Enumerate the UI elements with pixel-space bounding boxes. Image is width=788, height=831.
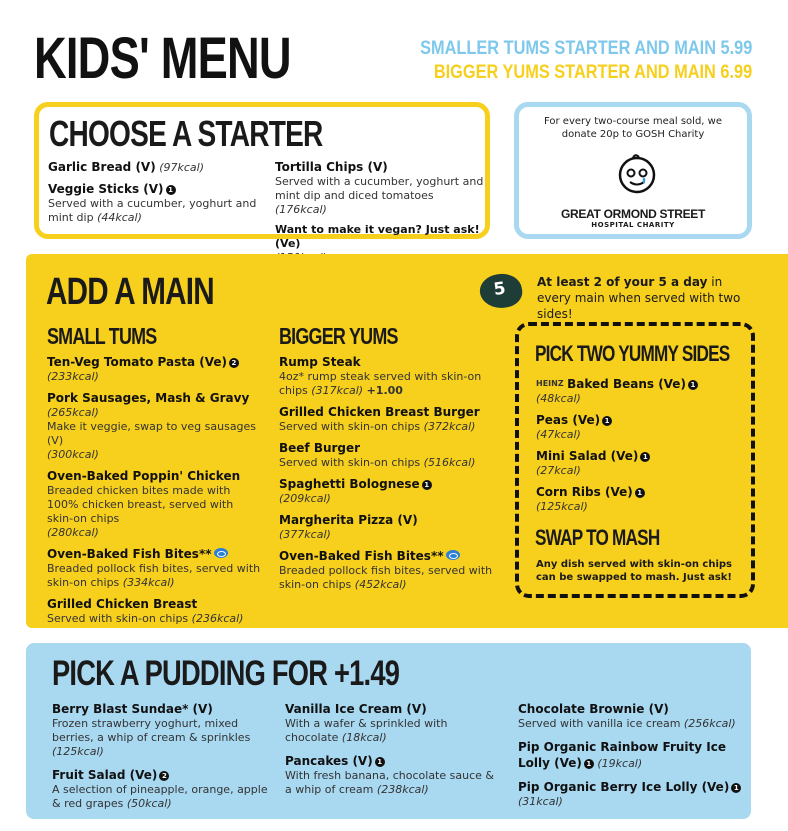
item-kcal: (125kcal) <box>536 500 588 513</box>
item-name: Pork Sausages, Mash & Gravy <box>47 391 250 405</box>
item-kcal: (317kcal) <box>311 384 364 397</box>
list-item <box>285 753 500 797</box>
item-kcal: (238kcal) <box>376 783 429 796</box>
sides-list <box>536 376 746 520</box>
item-kcal: (452kcal) <box>354 578 407 591</box>
item-desc: 4oz* rump steak served with skin-on chips <box>279 370 482 397</box>
main-section <box>26 254 788 628</box>
pudding-column-1 <box>52 701 274 819</box>
item-name: Grilled Chicken Breast Burger <box>279 405 480 419</box>
list-item <box>52 767 274 811</box>
list-item <box>279 354 494 398</box>
item-desc: Served with a cucumber, yoghurt and mint dip <box>48 197 257 224</box>
two-a-day-icon: 2 <box>229 358 239 368</box>
charity-subtitle: HOSPITAL CHARITY <box>591 221 675 229</box>
item-name: Tortilla Chips (V) <box>275 160 388 174</box>
item-desc: With fresh banana, chocolate sauce & a whip of cream <box>285 769 494 796</box>
item-name: Oven-Baked Fish Bites** <box>279 549 444 563</box>
item-name: Ten-Veg Tomato Pasta (Ve) <box>47 355 227 369</box>
list-item <box>279 440 494 470</box>
item-name: Berry Blast Sundae* (V) <box>52 702 213 716</box>
list-item <box>279 476 494 506</box>
item-name: Veggie Sticks (V) <box>48 182 164 196</box>
item-name: Beef Burger <box>279 441 361 455</box>
one-a-day-icon: 1 <box>602 416 612 426</box>
one-a-day-icon: 1 <box>422 480 432 490</box>
list-item <box>536 484 746 514</box>
item-kcal: (50kcal) <box>126 797 172 810</box>
item-kcal: (31kcal) <box>518 795 563 808</box>
item-name: Oven-Baked Poppin' Chicken <box>47 469 241 483</box>
item-kcal: (18kcal) <box>341 731 387 744</box>
sides-section <box>515 322 755 598</box>
heinz-brand-logo: HEINZ <box>536 379 564 388</box>
sides-title: PICK TWO YUMMY SIDES <box>535 341 730 366</box>
list-item <box>285 701 500 745</box>
item-kcal: (97kcal) <box>159 161 205 174</box>
item-kcal: (125kcal) <box>52 745 104 758</box>
item-kcal: (47kcal) <box>536 428 581 441</box>
item-kcal: (27kcal) <box>536 464 581 477</box>
one-a-day-icon: 1 <box>640 452 650 462</box>
item-desc: Served with skin-on chips <box>279 456 421 469</box>
one-a-day-icon: 1 <box>635 488 645 498</box>
list-item <box>536 412 746 442</box>
one-a-day-icon: 1 <box>731 783 741 793</box>
starter-section <box>34 102 490 250</box>
charity-name: GREAT ORMOND STREET <box>560 207 706 221</box>
bigger-yums-title: BIGGER YUMS <box>279 323 398 349</box>
item-name: Peas (Ve) <box>536 413 601 427</box>
list-item <box>48 159 263 175</box>
item-kcal: (44kcal) <box>97 211 142 224</box>
five-a-day-icon <box>478 271 524 311</box>
item-name: Rump Steak <box>279 355 361 369</box>
item-kcal: (516kcal) <box>423 456 476 469</box>
charity-section <box>514 102 752 239</box>
main-title: ADD A MAIN <box>46 271 214 313</box>
two-a-day-icon: 2 <box>159 771 169 781</box>
charity-text: For every two-course meal sold, we donate 20p to GOSH Charity <box>544 116 722 140</box>
five-a-day-rest: in every main when served with two sides! <box>537 275 741 321</box>
item-name: Corn Ribs (Ve) <box>536 485 633 499</box>
fish-icon <box>214 548 228 558</box>
list-item <box>275 159 485 217</box>
price-bigger-yums: BIGGER YUMS STARTER AND MAIN 6.99 <box>433 62 752 83</box>
pudding-title: PICK A PUDDING FOR +1.49 <box>52 654 400 693</box>
small-tums-title: SMALL TUMS <box>47 323 157 349</box>
item-kcal: (48kcal) <box>536 392 581 405</box>
item-kcal: (209kcal) <box>279 492 331 505</box>
five-a-day-bold: At least 2 of your 5 a day <box>537 275 708 289</box>
pudding-section <box>26 643 751 819</box>
item-name: Pip Organic Rainbow Fruity Ice Lolly (Ve) <box>518 740 726 770</box>
item-kcal: (265kcal) <box>47 406 99 419</box>
one-a-day-icon: 1 <box>584 759 594 769</box>
item-price: +1.00 <box>366 384 403 397</box>
pudding-column-3 <box>518 701 743 817</box>
mash-title: SWAP TO MASH <box>535 525 660 550</box>
item-kcal: (176kcal) <box>275 203 327 216</box>
list-item <box>48 181 263 225</box>
mash-text: Any dish served with skin-on chips can be swapped to mash. Just ask! <box>536 559 733 583</box>
item-kcal: (334kcal) <box>122 576 175 589</box>
list-item <box>47 546 262 590</box>
list-item <box>47 390 262 462</box>
list-item <box>47 596 262 626</box>
item-name: Mini Salad (Ve) <box>536 449 639 463</box>
vegan-note-text: Want to make it vegan? Just ask! (Ve) <box>275 223 480 250</box>
item-desc: Breaded chicken bites made with 100% chicken breast, served with skin-on chips <box>47 484 234 525</box>
price-smaller-tums: SMALLER TUMS STARTER AND MAIN 5.99 <box>419 38 752 59</box>
item-name: Margherita Pizza (V) <box>279 513 418 527</box>
item-kcal: (256kcal) <box>683 717 736 730</box>
item-kcal: (233kcal) <box>47 370 99 383</box>
list-item <box>47 354 262 384</box>
item-name: Chocolate Brownie (V) <box>518 702 669 716</box>
item-desc: A selection of pineapple, orange, apple & red grapes <box>52 783 268 810</box>
item-desc: Served with a cucumber, yoghurt and mint dip and diced tomatoes <box>275 175 484 202</box>
item-desc: Breaded pollock fish bites, served with skin-on chips <box>279 564 493 591</box>
item-kcal: (300kcal) <box>47 448 99 461</box>
item-name: Spaghetti Bolognese <box>279 477 420 491</box>
item-name: Fruit Salad (Ve) <box>52 768 158 782</box>
vegan-icon: 1 <box>166 185 176 195</box>
item-name: Pancakes (V) <box>285 754 373 768</box>
starter-left-column <box>48 159 263 231</box>
item-desc: Served with skin-on chips <box>279 420 421 433</box>
list-item <box>279 512 494 542</box>
item-kcal: (19kcal) <box>597 757 643 770</box>
item-extra: Make it veggie, swap to veg sausages (V) <box>47 420 257 447</box>
item-kcal: (377kcal) <box>279 528 331 541</box>
list-item <box>52 701 274 759</box>
fish-icon <box>446 550 460 560</box>
item-desc: Frozen strawberry yoghurt, mixed berries, a whip of cream & sprinkles <box>52 717 251 744</box>
one-a-day-icon: 1 <box>375 757 385 767</box>
item-kcal: (372kcal) <box>423 420 476 433</box>
item-desc: Breaded pollock fish bites, served with skin-on chips <box>47 562 261 589</box>
pudding-column-2 <box>285 701 500 805</box>
list-item <box>518 739 743 771</box>
starter-title: CHOOSE A STARTER <box>49 113 323 154</box>
list-item <box>47 468 262 540</box>
five-a-day-note <box>537 274 757 322</box>
item-kcal: (280kcal) <box>47 526 99 539</box>
bigger-yums-column <box>279 354 494 598</box>
list-item <box>536 376 746 406</box>
item-name: Vanilla Ice Cream (V) <box>285 702 427 716</box>
item-desc: With a wafer & sprinkled with chocolate <box>285 717 448 744</box>
item-name: Baked Beans (Ve) <box>567 377 686 391</box>
list-item <box>279 404 494 434</box>
list-item <box>518 701 743 731</box>
item-name: Grilled Chicken Breast <box>47 597 198 611</box>
list-item <box>536 448 746 478</box>
page-title: KIDS' MENU <box>34 26 291 91</box>
item-desc: Served with vanilla ice cream <box>518 717 681 730</box>
item-name: Pip Organic Berry Ice Lolly (Ve) <box>518 780 730 794</box>
list-item <box>518 779 743 809</box>
five-a-day-badge-text: 5 <box>492 278 507 300</box>
item-name: Garlic Bread (V) <box>48 160 156 174</box>
list-item <box>279 548 494 592</box>
small-tums-column <box>47 354 262 632</box>
item-name: Oven-Baked Fish Bites** <box>47 547 212 561</box>
item-desc: Served with skin-on chips <box>47 612 189 625</box>
gosh-face-logo-icon <box>615 151 659 195</box>
one-a-day-icon: 1 <box>688 380 698 390</box>
item-kcal: (236kcal) <box>191 612 244 625</box>
